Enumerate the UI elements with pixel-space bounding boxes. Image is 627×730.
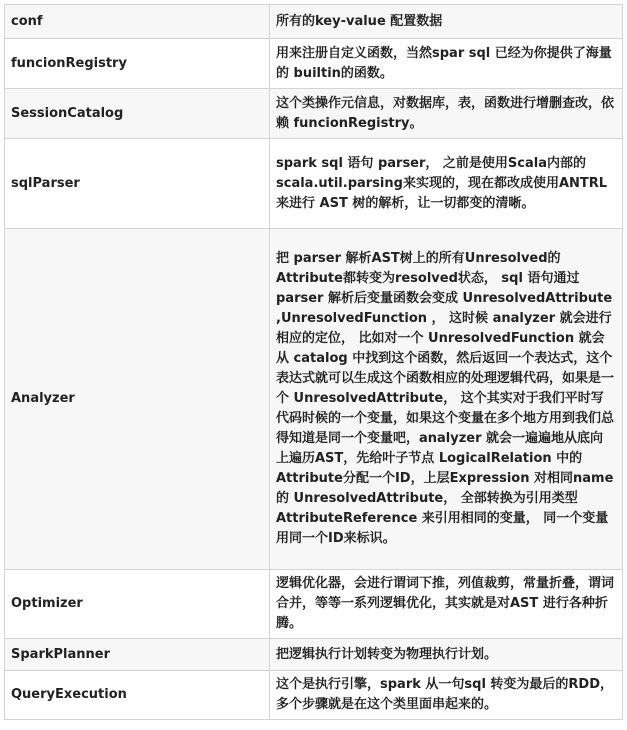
table-row [5, 89, 623, 139]
component-description: 逻辑优化器，会进行谓词下推，列值裁剪，常量折叠，谓词合并，等等一系列逻辑优化，其实就是对AST 进行各种折腾。 [270, 570, 623, 639]
component-description: 用来注册自定义函数，当然spar sql 已经为你提供了海量的 builtin的函数。 [270, 39, 623, 89]
component-name: SessionCatalog [5, 89, 270, 139]
component-description: 所有的key-value 配置数据 [270, 5, 623, 39]
component-description: 把逻辑执行计划转变为物理执行计划。 [270, 639, 623, 671]
component-description: spark sql 语句 parser， 之前是使用Scala内部的scala.util.parsing来实现的，现在都改成使用ANTRL 来进行 AST 树的解析，让一切都变的清晰。 [270, 139, 623, 229]
component-name: conf [5, 5, 270, 39]
component-description: 把 parser 解析AST树上的所有Unresolved的Attribute都转变为resolved状态， sql 语句通过parser 解析后变量函数会变成 UnresolvedAttribute ,UnresolvedFunction ， 这时候 analyzer 就会进行相应的定位， 比如对一个 UnresolvedFunction 就会从 catalog 中找到这个函数，然后返回一个表达式，这个表达式就可以生成这个函数相应的处理逻辑代码，如果是一个 UnresolvedAttribute， 这个其实对于我们平时写代码时候的一个变量，如果这个变量在多个地方用到我们总得知道是同一个变量吧，analyzer 就会一遍遍地从底向上遍历AST，先给叶子节点 LogicalRelation 中的Attribute分配一个ID，上层Expression 对相同name的 UnresolvedAttribute， 全部转换为引用类型AttributeReference 来引用相同的变量， 同一个变量用同一个ID来标识。 [270, 229, 623, 570]
table-row [5, 139, 623, 229]
table-row [5, 5, 623, 39]
component-name: SparkPlanner [5, 639, 270, 671]
component-description: 这个是执行引擎，spark 从一句sql 转变为最后的RDD， 多个步骤就是在这个类里面串起来的。 [270, 671, 623, 720]
component-name: Optimizer [5, 570, 270, 639]
table-row [5, 39, 623, 89]
component-name: Analyzer [5, 229, 270, 570]
component-name: sqlParser [5, 139, 270, 229]
spark-sql-components-table [4, 4, 623, 720]
component-description: 这个类操作元信息，对数据库，表，函数进行增删查改，依赖 funcionRegistry。 [270, 89, 623, 139]
table-row [5, 570, 623, 639]
table-row [5, 671, 623, 720]
component-name: QueryExecution [5, 671, 270, 720]
component-name: funcionRegistry [5, 39, 270, 89]
table-row [5, 229, 623, 570]
table-row [5, 639, 623, 671]
